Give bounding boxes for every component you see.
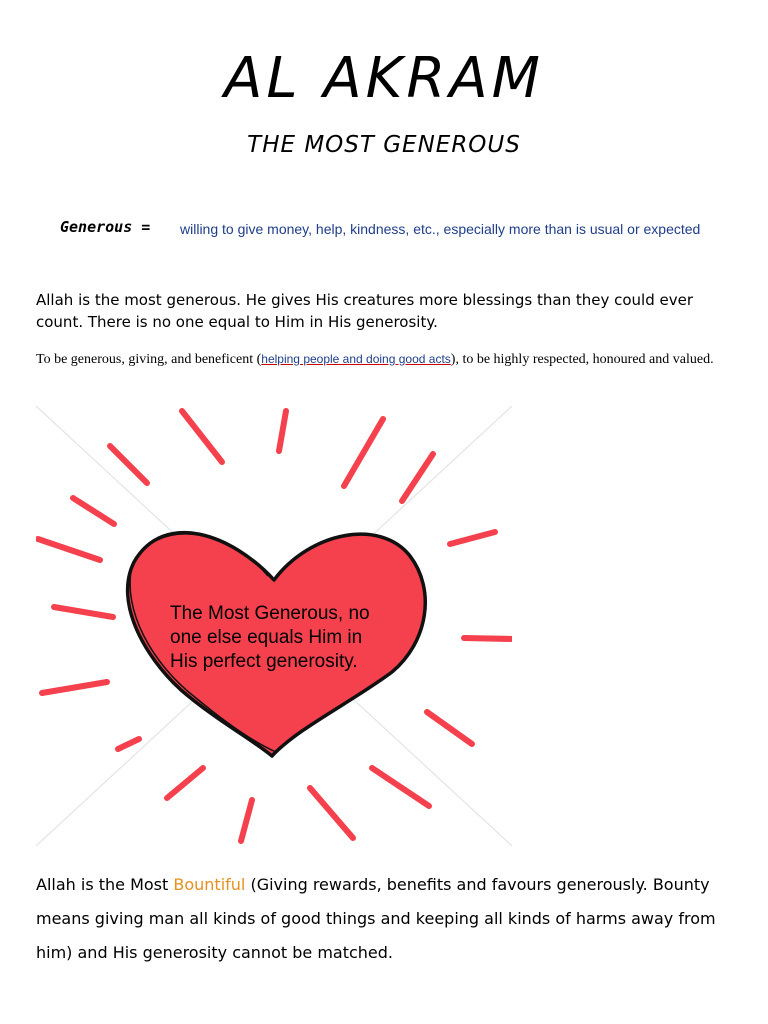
intro-paragraph: Allah is the most generous. He gives His creatures more blessings than they could ever count. There is no one equal to Him in His generosity. [36,291,693,331]
bountiful-paragraph [36,868,736,970]
ray [73,498,114,524]
ray [344,419,383,486]
heart-caption: The Most Generous, no one else equals Him in His perfect generosity. [170,603,370,672]
ray [310,788,353,838]
ray [372,768,429,806]
page-subtitle: THE MOST GENEROUS [247,132,521,158]
ray [167,768,203,798]
bountiful-highlight: Bountiful [173,875,246,894]
ray [42,682,107,693]
ray [118,739,139,749]
ray [241,800,252,841]
bountiful-text-start: Allah is the Most [36,875,174,894]
ray [110,446,147,483]
ray [464,638,512,639]
beneficent-text-start: To be generous, giving, and beneficent ( [36,352,262,367]
ray [279,411,286,451]
ray [38,539,100,560]
definition-text: willing to give money, help, kindness, etc., especially more than is usual or expected [180,221,701,237]
beneficent-paragraph [36,350,736,369]
inline-definition: helping people and doing good acts [261,352,451,366]
definition-term: Generous = [60,218,151,236]
bountiful-text-end: (Giving rewards, benefits and favours generously. Bounty means giving man all kinds of good things and keeping all kinds of harms away from him) and His generosity cannot be matched. [36,875,716,962]
page-title: AL AKRAM [224,46,544,111]
ray [182,411,222,462]
beneficent-text-end: ), to be highly respected, honoured and valued. [450,352,714,367]
ray [450,532,495,544]
ray [427,712,472,744]
ray [54,607,113,617]
